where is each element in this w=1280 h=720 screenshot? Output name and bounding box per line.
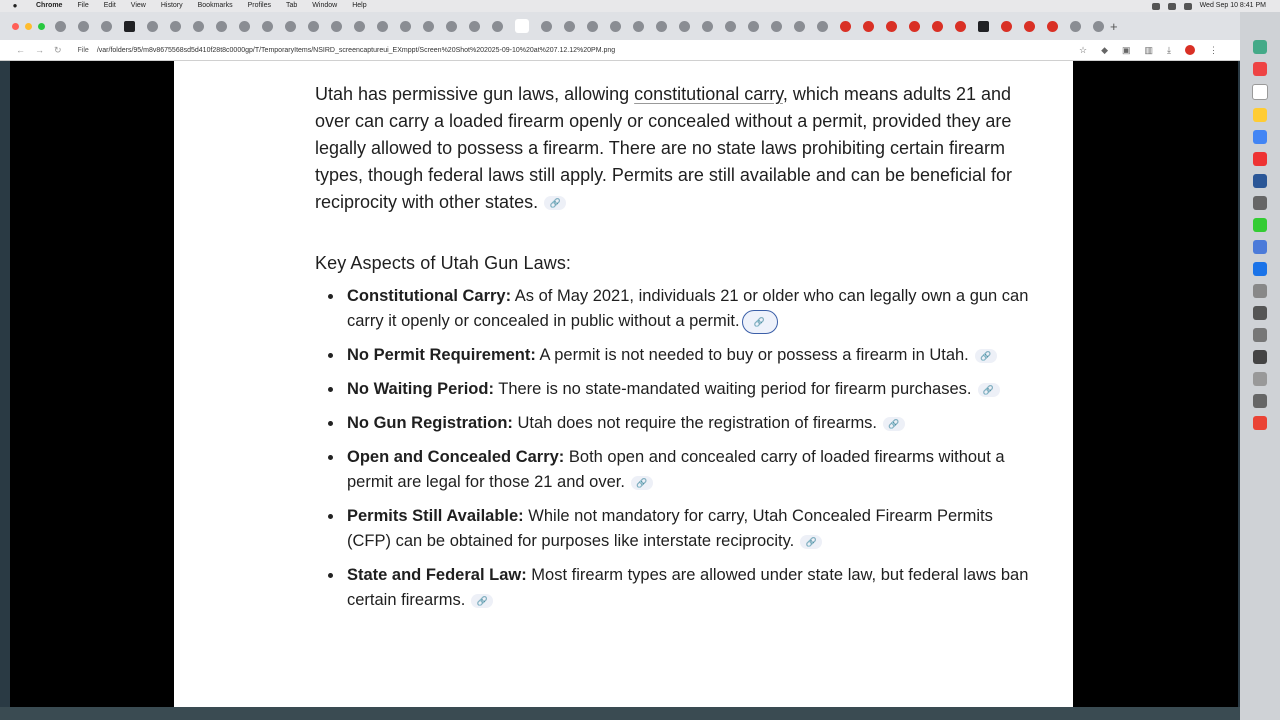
browser-tab[interactable] bbox=[610, 21, 621, 32]
browser-tab[interactable] bbox=[541, 21, 552, 32]
browser-tab[interactable] bbox=[1093, 21, 1104, 32]
list-item bbox=[315, 284, 1035, 334]
list-item bbox=[315, 343, 1035, 368]
download-icon[interactable]: ⤓ bbox=[1167, 44, 1171, 55]
browser-tab[interactable] bbox=[377, 21, 388, 32]
item-term: No Permit Requirement: bbox=[347, 346, 536, 364]
item-term: Permits Still Available: bbox=[347, 507, 524, 525]
list-item bbox=[315, 411, 1035, 436]
dock-app-icon[interactable] bbox=[1252, 84, 1268, 100]
browser-tab[interactable] bbox=[794, 21, 805, 32]
browser-tab[interactable] bbox=[216, 21, 227, 32]
dock-chrome-icon[interactable] bbox=[1253, 130, 1267, 144]
tab-strip bbox=[0, 12, 1240, 40]
browser-tab[interactable] bbox=[587, 21, 598, 32]
control-center-icon[interactable] bbox=[1184, 3, 1192, 10]
dock-app-icon[interactable] bbox=[1253, 350, 1267, 364]
item-text: There is no state-mandated waiting period for firearm purchases. bbox=[493, 380, 972, 398]
dock-app-icon[interactable] bbox=[1253, 108, 1267, 122]
browser-tab[interactable] bbox=[725, 21, 736, 32]
browser-tab[interactable] bbox=[101, 21, 112, 32]
close-window-icon[interactable] bbox=[12, 23, 19, 30]
dock-app-icon[interactable] bbox=[1253, 416, 1267, 430]
browser-tab[interactable] bbox=[147, 21, 158, 32]
apple-icon[interactable]: ● bbox=[12, 1, 18, 10]
link-icon[interactable]: 🔗 bbox=[471, 594, 493, 608]
dock-app-icon[interactable] bbox=[1253, 372, 1267, 386]
browser-tab[interactable] bbox=[308, 21, 319, 32]
link-icon[interactable]: 🔗 bbox=[800, 535, 822, 549]
tab-list bbox=[55, 19, 1104, 33]
intro-text-end: , which means adults 21 and over can carry a loaded firearm openly or concealed without a permit, provided they are legally allowed to possess a firearm. There are no state laws prohibiting certain firearm types, though federal laws still apply. Permits are still available and can be beneficial for reciprocity with other states. bbox=[315, 84, 1013, 212]
app-menu-chrome[interactable]: Chrome bbox=[36, 2, 63, 9]
browser-tab[interactable] bbox=[78, 21, 89, 32]
side-panel-icon[interactable]: ▥ bbox=[1144, 44, 1154, 55]
new-tab-button[interactable]: + bbox=[1110, 18, 1118, 34]
dock-app-icon[interactable] bbox=[1253, 284, 1267, 298]
browser-tab[interactable] bbox=[978, 21, 989, 32]
address-bar bbox=[0, 40, 1240, 61]
browser-tab[interactable] bbox=[239, 21, 250, 32]
dock-app-icon[interactable] bbox=[1253, 262, 1267, 276]
item-text: As of May 2021, individuals 21 or older who can legally own a gun can carry it openly or concealed in public without a permit. bbox=[347, 287, 1029, 330]
browser-tab[interactable] bbox=[1024, 21, 1035, 32]
dock-app-icon[interactable] bbox=[1253, 62, 1267, 76]
browser-tab[interactable] bbox=[55, 21, 66, 32]
section-heading: Key Aspects of Utah Gun Laws: bbox=[315, 253, 572, 273]
browser-tab[interactable] bbox=[423, 21, 434, 32]
item-text: Utah does not require the registration of firearms. bbox=[512, 414, 878, 432]
toolbar-icons bbox=[1079, 45, 1218, 56]
intro-paragraph bbox=[315, 81, 1035, 216]
browser-tab[interactable] bbox=[170, 21, 181, 32]
link-icon[interactable]: 🔗 bbox=[978, 383, 1000, 397]
browser-tab[interactable] bbox=[469, 21, 480, 32]
menu-history[interactable]: History bbox=[160, 2, 183, 9]
browser-tab[interactable] bbox=[771, 21, 782, 32]
link-icon[interactable]: 🔗 bbox=[544, 196, 566, 210]
menu-view[interactable]: View bbox=[130, 2, 146, 9]
list-item bbox=[315, 445, 1035, 495]
browser-tab[interactable] bbox=[1047, 21, 1058, 32]
browser-tab[interactable] bbox=[702, 21, 713, 32]
dock-app-icon[interactable] bbox=[1253, 306, 1267, 320]
list-item bbox=[315, 377, 1035, 402]
item-text: Most firearm types are allowed under state law, but federal laws ban certain firearms. bbox=[347, 566, 1029, 609]
browser-tab[interactable] bbox=[193, 21, 204, 32]
browser-tab[interactable] bbox=[955, 21, 966, 32]
wifi-icon[interactable] bbox=[1168, 3, 1176, 10]
browser-tab[interactable] bbox=[863, 21, 874, 32]
browser-viewport bbox=[10, 61, 1238, 707]
item-term: Open and Concealed Carry: bbox=[347, 448, 565, 466]
item-term: State and Federal Law: bbox=[347, 566, 527, 584]
item-term: No Gun Registration: bbox=[347, 414, 513, 432]
battery-icon[interactable] bbox=[1152, 3, 1160, 10]
browser-tab[interactable] bbox=[656, 21, 667, 32]
dock-app-icon[interactable] bbox=[1253, 40, 1267, 54]
item-term: No Waiting Period: bbox=[347, 380, 494, 398]
menu-file[interactable]: File bbox=[77, 2, 89, 9]
dock-app-icon[interactable] bbox=[1253, 328, 1267, 342]
dock-app-icon[interactable] bbox=[1253, 174, 1267, 188]
back-forward-reload-icons[interactable]: ←→↻ bbox=[16, 44, 72, 55]
browser-tab[interactable] bbox=[492, 21, 503, 32]
item-text: While not mandatory for carry, Utah Concealed Firearm Permits (CFP) can be obtained for purposes like interstate reciprocity. bbox=[347, 507, 993, 550]
browser-tab[interactable] bbox=[817, 21, 828, 32]
profile-avatar[interactable] bbox=[1185, 45, 1195, 55]
intro-text-start: Utah has permissive gun laws, allowing bbox=[315, 84, 635, 104]
minimize-window-icon[interactable] bbox=[25, 23, 32, 30]
item-text: Both open and concealed carry of loaded firearms without a permit are legal for those 21 and over. bbox=[347, 448, 1005, 491]
zoom-window-icon[interactable] bbox=[38, 23, 45, 30]
link-icon[interactable]: 🔗 bbox=[883, 417, 905, 431]
browser-tab[interactable] bbox=[124, 21, 135, 32]
menu-help[interactable]: Help bbox=[352, 2, 367, 9]
more-menu-icon[interactable]: ⋮ bbox=[1209, 44, 1218, 55]
url-field[interactable]: /var/folders/95/m8v8675568sd5d410f28t8c0000gp/T/TemporaryItems/NSIRD_screencaptureui_EXmppt/Screen%20Shot%202025-09-10%20at%207.12.12%20PM.png bbox=[96, 46, 616, 54]
browser-tab[interactable] bbox=[1070, 21, 1081, 32]
bookmark-star-icon[interactable]: ☆ bbox=[1078, 44, 1088, 55]
file-scheme-chip[interactable]: File bbox=[77, 46, 89, 54]
ai-overview-content bbox=[315, 81, 1035, 622]
link-icon[interactable]: 🔗 bbox=[975, 349, 997, 363]
browser-tab[interactable] bbox=[679, 21, 690, 32]
browser-tab[interactable] bbox=[886, 21, 897, 32]
browser-tab[interactable] bbox=[1001, 21, 1012, 32]
browser-tab[interactable] bbox=[633, 21, 644, 32]
puzzle-icon[interactable]: ▣ bbox=[1121, 44, 1131, 55]
list-item bbox=[315, 563, 1035, 613]
dock-app-icon[interactable] bbox=[1253, 152, 1267, 166]
menu-window[interactable]: Window bbox=[312, 2, 338, 9]
list-item bbox=[315, 504, 1035, 554]
menu-edit[interactable]: Edit bbox=[103, 2, 116, 9]
extension-icon[interactable]: ◆ bbox=[1101, 44, 1108, 55]
menu-profiles[interactable]: Profiles bbox=[247, 2, 271, 9]
browser-tab[interactable] bbox=[262, 21, 273, 32]
clock[interactable]: Wed Sep 10 8:41 PM bbox=[1199, 2, 1266, 9]
screenshot-page bbox=[174, 61, 1073, 707]
constitutional-carry-link[interactable]: constitutional carry bbox=[634, 84, 783, 104]
link-icon[interactable]: 🔗 bbox=[631, 476, 653, 490]
browser-tab[interactable] bbox=[909, 21, 920, 32]
dock bbox=[1240, 12, 1280, 720]
menu-bar bbox=[0, 0, 1280, 12]
browser-tab[interactable] bbox=[564, 21, 575, 32]
window-controls bbox=[12, 23, 45, 30]
dock-app-icon[interactable] bbox=[1253, 218, 1267, 232]
desktop-background-strip bbox=[0, 707, 1240, 720]
browser-tab[interactable] bbox=[285, 21, 296, 32]
active-tab[interactable] bbox=[515, 19, 529, 33]
browser-tab[interactable] bbox=[748, 21, 759, 32]
menu-bookmarks[interactable]: Bookmarks bbox=[197, 2, 233, 9]
dock-app-icon[interactable] bbox=[1253, 394, 1267, 408]
dock-app-icon[interactable] bbox=[1253, 196, 1267, 210]
item-term: Constitutional Carry: bbox=[347, 287, 512, 305]
menu-tab[interactable]: Tab bbox=[285, 2, 298, 9]
browser-tab[interactable] bbox=[354, 21, 365, 32]
dock-app-icon[interactable] bbox=[1253, 240, 1267, 254]
browser-tab[interactable] bbox=[331, 21, 342, 32]
browser-tab[interactable] bbox=[932, 21, 943, 32]
browser-tab[interactable] bbox=[446, 21, 457, 32]
key-aspects-list bbox=[315, 284, 1035, 613]
browser-tab[interactable] bbox=[400, 21, 411, 32]
status-area bbox=[1152, 0, 1266, 12]
browser-tab[interactable] bbox=[840, 21, 851, 32]
link-icon[interactable]: 🔗 bbox=[742, 310, 778, 334]
item-text: A permit is not needed to buy or possess a firearm in Utah. bbox=[535, 346, 969, 364]
